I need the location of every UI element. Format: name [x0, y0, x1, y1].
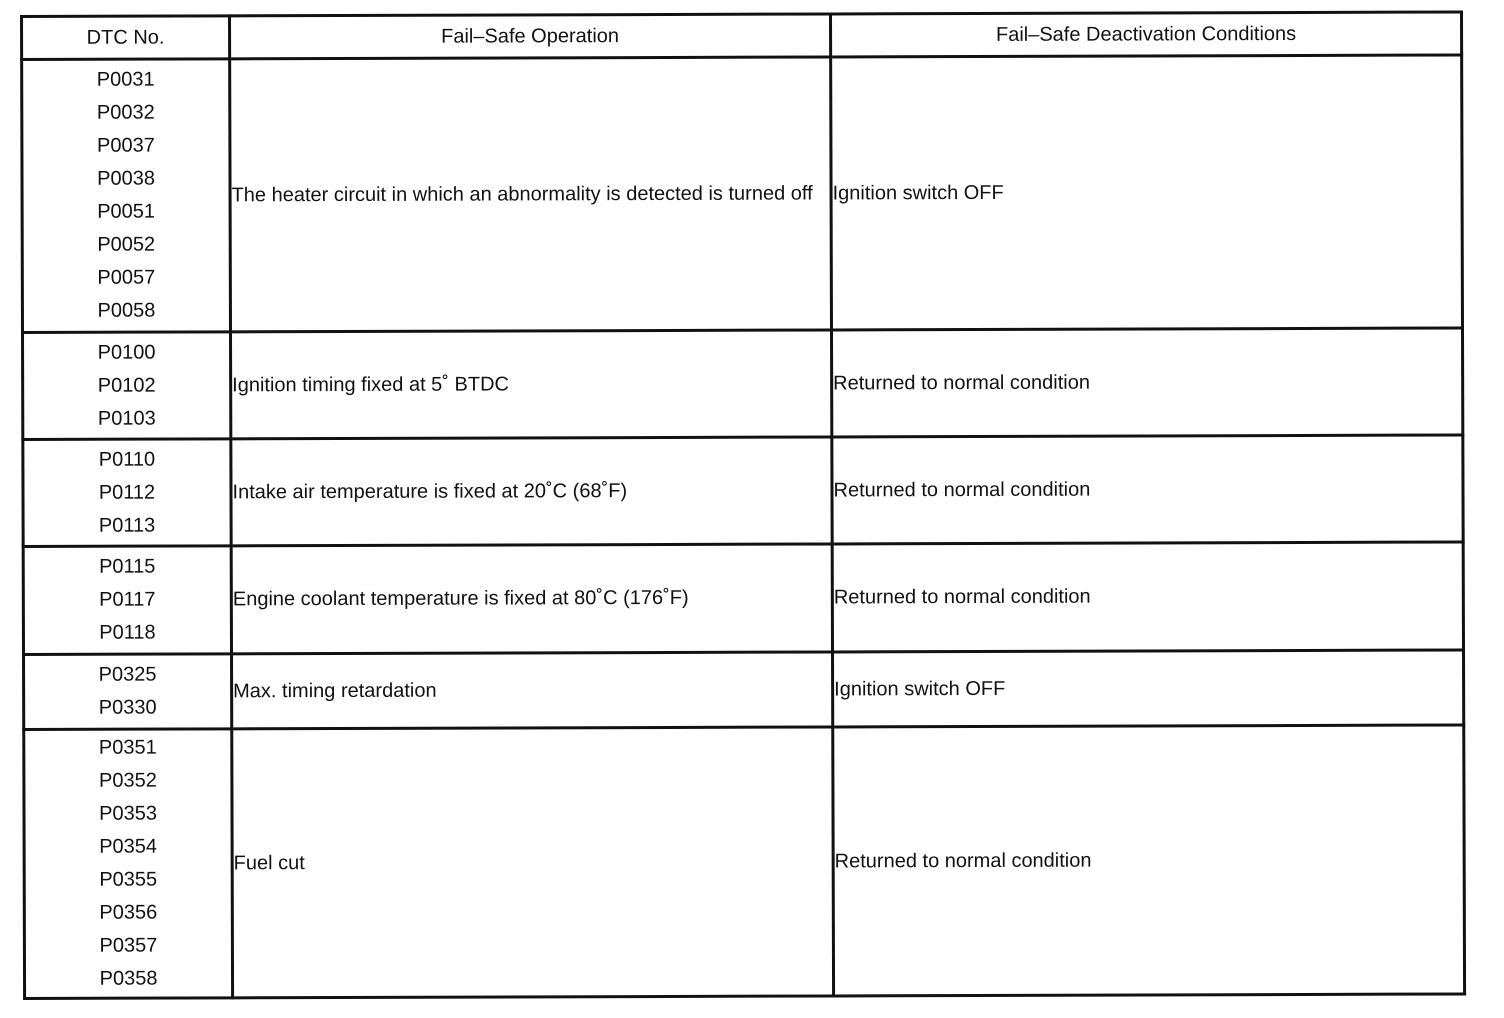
dtc-code: P0038 — [97, 167, 155, 190]
table-row — [24, 650, 1464, 730]
deactivation-condition-cell: Ignition switch OFF — [831, 55, 1463, 330]
dtc-code: P0357 — [99, 934, 158, 957]
dtc-codes-cell — [23, 439, 231, 547]
fail-safe-operation-cell: Engine coolant temperature is fixed at 80˚C (176˚F) — [231, 544, 832, 654]
dtc-code: P0351 — [98, 736, 157, 759]
dtc-code: P0325 — [98, 663, 157, 686]
dtc-code: P0057 — [97, 266, 156, 289]
fail-safe-operation-cell: Fuel cut — [232, 727, 834, 998]
dtc-code: P0354 — [99, 835, 158, 858]
table-row — [23, 542, 1463, 655]
dtc-code: P0118 — [99, 621, 156, 644]
deactivation-condition-cell: Returned to normal condition — [831, 328, 1462, 437]
deactivation-condition-cell: Returned to normal condition — [832, 435, 1463, 544]
header-dtc-no: DTC No. — [22, 16, 230, 60]
dtc-codes-cell — [22, 59, 231, 333]
dtc-code: P0113 — [98, 514, 156, 537]
dtc-code: P0117 — [99, 588, 156, 611]
dtc-code: P0358 — [99, 967, 158, 990]
dtc-code: P0112 — [98, 481, 156, 504]
dtc-codes-cell — [22, 332, 230, 440]
deactivation-condition-cell: Ignition switch OFF — [833, 650, 1464, 727]
dtc-code: P0356 — [99, 901, 158, 924]
dtc-code: P0032 — [96, 101, 155, 124]
fail-safe-table — [20, 10, 1466, 1000]
dtc-code: P0052 — [97, 233, 156, 256]
dtc-code: P0353 — [99, 802, 157, 825]
dtc-code: P0058 — [97, 299, 156, 322]
dtc-code: P0115 — [99, 555, 156, 578]
dtc-code: P0100 — [97, 341, 156, 364]
dtc-code: P0102 — [97, 374, 156, 397]
dtc-code: P0330 — [98, 696, 157, 719]
table-header-row — [22, 12, 1462, 60]
fail-safe-operation-cell: Intake air temperature is fixed at 20˚C (68˚F) — [231, 437, 832, 546]
dtc-code: P0037 — [96, 134, 155, 157]
header-fail-safe-operation: Fail–Safe Operation — [230, 14, 831, 59]
dtc-codes-cell — [24, 729, 233, 999]
dtc-code: P0051 — [97, 200, 156, 223]
dtc-code: P0031 — [96, 68, 155, 91]
fail-safe-operation-cell: The heater circuit in which an abnormality is detected is turned off — [230, 57, 832, 332]
dtc-code: P0103 — [97, 407, 156, 430]
table-row — [22, 328, 1462, 440]
deactivation-condition-cell: Returned to normal condition — [832, 542, 1463, 652]
header-deactivation-conditions: Fail–Safe Deactivation Conditions — [831, 12, 1462, 57]
dtc-codes-cell — [23, 546, 231, 655]
dtc-code: P0110 — [98, 448, 156, 471]
dtc-code: P0355 — [99, 868, 158, 891]
table-row — [24, 725, 1465, 999]
deactivation-condition-cell: Returned to normal condition — [833, 725, 1465, 996]
fail-safe-operation-cell: Ignition timing fixed at 5˚ BTDC — [230, 330, 831, 439]
table-row — [22, 55, 1463, 333]
fail-safe-operation-cell: Max. timing retardation — [232, 652, 833, 729]
dtc-codes-cell — [24, 654, 232, 730]
table-row — [23, 435, 1463, 547]
dtc-code: P0352 — [98, 769, 157, 792]
